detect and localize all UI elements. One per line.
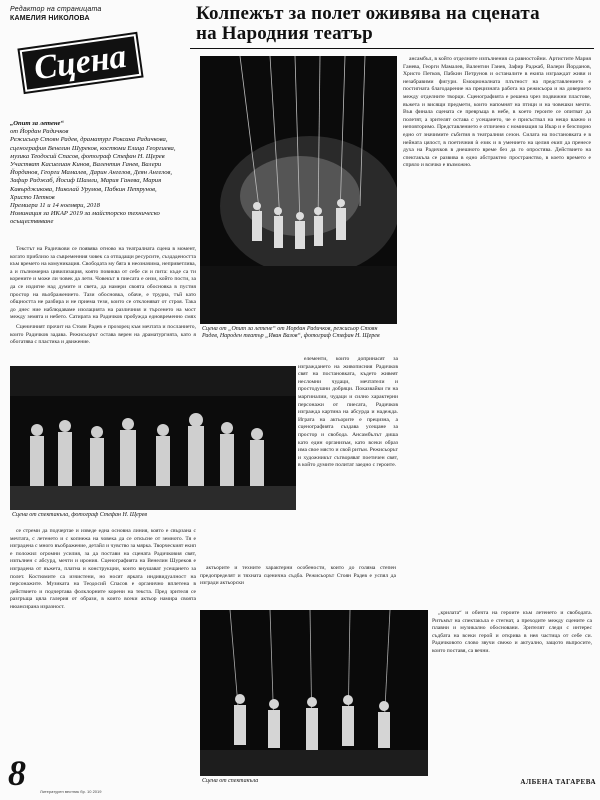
credit-line: Кавърджикова, Николай Урумов, Пабкин Петрунов, bbox=[10, 185, 157, 193]
headline-rule bbox=[190, 48, 594, 49]
stage-photo-illustration bbox=[10, 366, 296, 510]
paragraph: Сценичният прочит на Стоян Радев е прозорец към мечтата и посланието, които Радичков задава. Режисьорът остава верен на драматургията, като я обогатява с пластика и движение. bbox=[10, 324, 196, 346]
credit-line: музика Теодосий Спасов, фотограф Стефан Н. Щерев bbox=[10, 152, 165, 160]
credit-line: Премиера 11 и 14 ноември, 2018 bbox=[10, 202, 100, 210]
article-column-right bbox=[403, 56, 591, 606]
editor-name: КАМЕЛИЯ НИКОЛОВА bbox=[10, 15, 90, 22]
credit-line: Зафир Раджаб, Йосиф Шамли, Мария Ганева, Мария bbox=[10, 177, 162, 185]
paragraph: Текстът на Радичкови се появява отново на театралната сцена в момент, когато приблизо за съвременния човек са отпадащи ресурсите, създадеността към времето на комуникация. Свободата му бяга в неозначима, неприветлива, а и пълномерна цивилизация, която повиква от себе си и пита: къде са ти корените и може ли човек да лети. Човекът в пиесата е онзи, който пости, за да се издигне над думите и света, да намери своята обосновка в пустия простор на въображението. Тази обосновка, обаче, е трудна, тъй като общността не разбира и не приема тези, които се отклоняват от строя. Така до днес ние наблюдаваме изолацията на различния и търсенето на мост между земята и небето. Сатирата на Радичков пробужда едновременно смях bbox=[10, 246, 196, 321]
production-credits bbox=[10, 120, 195, 240]
section-badge: Сцена bbox=[20, 34, 141, 92]
section-badge-wrap bbox=[22, 37, 139, 88]
credit-line: Номинация за ИКАР 2019 за майсторско техническо bbox=[10, 210, 160, 218]
photo-2-caption: Сцена от спектакъла, фотограф Стефан Н. Щерев bbox=[12, 512, 147, 518]
photo-3-caption: Сцена от спектакъла bbox=[202, 778, 259, 784]
credit-line: сценография Венелин Шуреков, костюми Елица Георгиева, bbox=[10, 144, 176, 152]
headline-line-2: на Народния театър bbox=[196, 23, 373, 44]
article-column-middle bbox=[298, 356, 398, 562]
paragraph: елементи, които допринасят за изграждането на живописния Радичков свят на постановката, където живеят несломни чудаци, мечтатели и простодушни добряци. Показвайки ги на маргиналии, чудаци и силно характерни персонажи от пиесата, Радичков изгражда картина на абсурда и надежда. Играта на актьорите е прецизна, а сценографията създава усещане за простор и свобода. Ансамбълът диша като един организъм, като всеки образ има свое място и свой ритъм. Режисьорът и художникът сътворяват поетичен свят, в който думите политат заедно с героите. bbox=[298, 356, 398, 469]
article-column-left-mid bbox=[10, 324, 196, 362]
article-column-left-lower bbox=[10, 528, 196, 774]
article-column-right-lower bbox=[432, 610, 592, 770]
paragraph: ансамбъл, в който отделните изпълнения са равностойни. Артистите Мария Ганева, Георги Мамалев, Валентин Ганев, Зафир Раджаб, Валери Йорданов, Христо Петков, Пабкин Петрунов и останалите в екипа изграждат живи и незабравими фигури. Емоционалната плътност на представлението е постигната благодарение на прецизната работа на режисьора и на доверието между отделните творци. Сценографията е решена чрез подвижни пластове, въжета и висящи предмети, които напомнят на птици и на човешки мечти. Във финала сцената се превръща в небе, в което героите се опитват да полетят, а зрителят остава с усещането, че е присъствал на нещо важно и неповторимо. Представлението е отличено с номинация за Икар и е безспорно едно от значимите събития в театралния сезон. Силата на постановката е в нейната цялост, в поетичния ѝ език и в умението на целия екип да пренесе духа на Радичков в днешното време без да го опростява. Действието на спектакъла се развива в едно абстрактно пространство, в което времето е спряло и всичко е възможно. bbox=[403, 56, 591, 169]
credit-lines bbox=[10, 128, 195, 226]
paragraph: актьорите и техните характерни особености, които до голяма степен предопределят и тяхната сценична съдба. Режисьорът Стоян Радев е успял да изгради актьорски bbox=[200, 565, 396, 587]
credit-line: Йорданов, Георги Мамалев, Дарин Ангелов, Деян Ангелов, bbox=[10, 169, 173, 177]
article-author: АЛБЕНА ТАГАРЕВА bbox=[520, 778, 596, 786]
stage-photo-illustration bbox=[200, 610, 428, 776]
paragraph: „крилата“ и обичта на героите към летенето и свободата. Ритъмът на спектакъла е стегнат, а преходите между сцените са плавни и музикално обосновани. Зрителят следи с интерес съдбата на всеки герой и открива в нея частица от себе си. Радичковото слово звучи свежо и актуално, защото въпросите, които поставя, са вечни. bbox=[432, 610, 592, 654]
credit-line: от Йордан Радичков bbox=[10, 128, 69, 136]
footer-note: Литературен вестник бр. 10 2019 bbox=[40, 789, 102, 794]
credit-line: Христо Петков bbox=[10, 193, 55, 201]
photo-stage-3 bbox=[200, 610, 428, 776]
credit-line: осъществяване bbox=[10, 218, 54, 226]
page-number: 8 bbox=[8, 753, 26, 793]
photo-stage-1 bbox=[200, 56, 397, 324]
stage-photo-illustration bbox=[200, 56, 397, 324]
photo-stage-2 bbox=[10, 366, 296, 510]
headline-line-1: Колпежът за полет оживява на сцената bbox=[196, 3, 540, 24]
credit-line: Участват Касиелиан Кинов, Валентин Ганев, Валери bbox=[10, 161, 162, 169]
credit-line: Режисьор Стоян Радев, драматург Роксана Радичкова, bbox=[10, 136, 168, 144]
paragraph: се стреми да подчертае и изведе една основна линия, която е свързана с мечтата, с летенето и с копнежа на човека да се откъсне от земното. Тя е изградена с много въображение, детайл и чувство за мярка. Творческият екип е положил огромни усилия, за да постави на сцената Радичковия свят, изпълнен с абсурд, мечти и ирония. Сценографията на Венелин Шуреков е изградена от въжета, платна и конструкции, които внушават усещането за полет. Костюмите са изчистени, но носят ярката индивидуалност на персонажите. Музиката на Теодосий Спасов е органично вплетена в действието и подчертава фолклорните корени на текста. Пред зрителя се разгръща цяла галерия от образи, в които всеки актьор намира своята нюансирана изразност. bbox=[10, 528, 196, 610]
play-title: „Опит за летене“ bbox=[10, 120, 64, 127]
article-column-left-top bbox=[10, 246, 196, 322]
editor-label: Редактор на страницата bbox=[10, 6, 102, 13]
photo-1-caption: Сцена от „Опит за летене“ от Йордан Радичков, режисьор Стоян Радев, Народен театър „Иван Вазов“, фотограф Стефан Н. Щерев bbox=[202, 326, 380, 339]
article-column-center-bottom bbox=[200, 565, 396, 607]
